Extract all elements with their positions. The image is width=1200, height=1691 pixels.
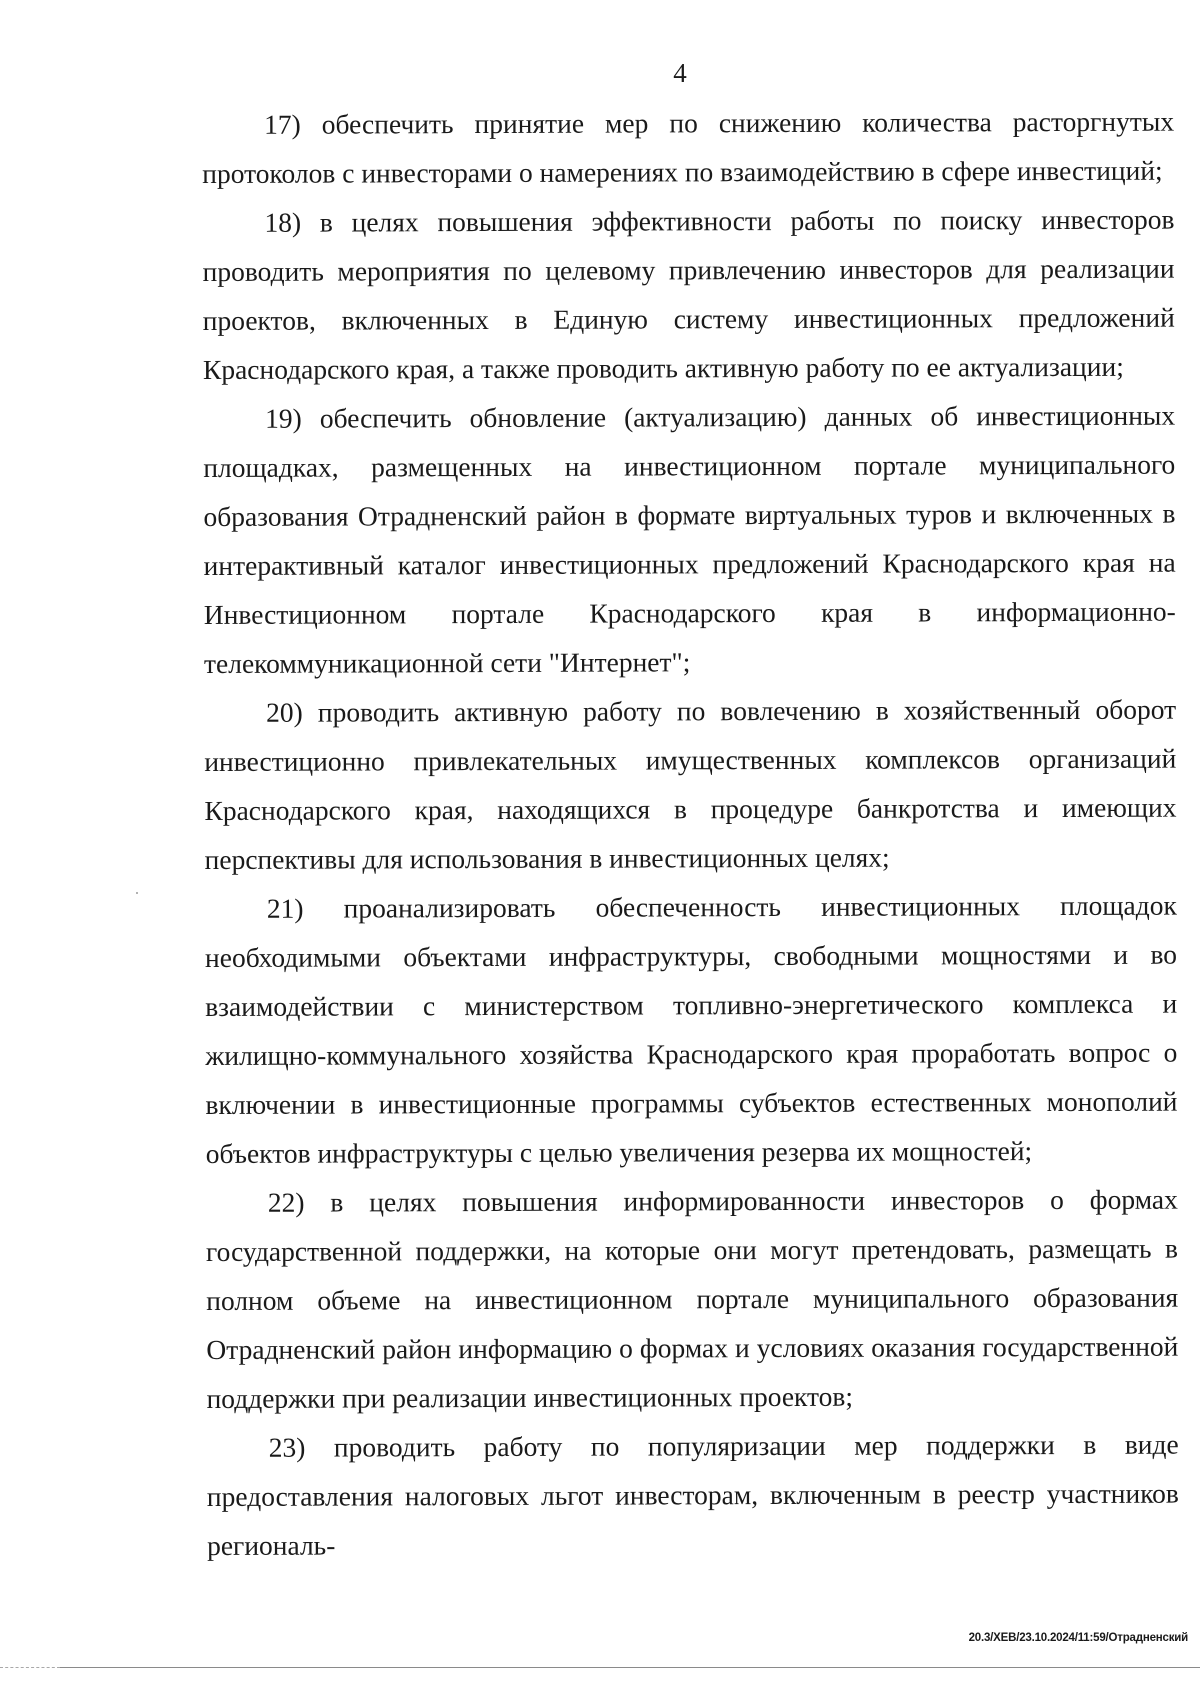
scan-edge-line [60, 1667, 1200, 1668]
document-registration-code: 20.3/ХЕВ/23.10.2024/11:59/Отрадненский [968, 1632, 1188, 1644]
page-number: 4 [673, 58, 687, 88]
paragraph-item-22: 22) в целях повышения информированности инвесторов о формах государственной поддержки, на которые они могут претендовать, размещать в полном объеме на инвестиционном портале муниципального образования Отрадненский район информацию о формах и условиях оказания государственной поддержки при реализации инвестиционных проектов; [205, 1183, 1179, 1414]
scan-speck [136, 892, 138, 894]
paragraph-item-23: 23) проводить работу по популяризации мер поддержки в виде предоставления налоговых льгот инвесторам, включенным в реестр участников региональ- [206, 1428, 1179, 1561]
paragraph-item-20: 20) проводить активную работу по вовлечению в хозяйственный оборот инвестиционно привлекательных имущественных комплексов организаций Краснодарского края, находящихся в процедуре банкротства и имеющих перспективы для использования в инвестиционных целях; [204, 693, 1177, 875]
paragraph-item-21: 21) проанализировать обеспеченность инвестиционных площадок необходимыми объектами инфраструктуры, свободными мощностями и во взаимодействии с министерством топливно-энергетического комплекса и жилищно-коммунального хозяйства Краснодарского края проработать вопрос о включении в инвестиционные программы субъектов естественных монополий объектов инфраструктуры с целью увеличения резерва их мощностей; [204, 889, 1178, 1169]
paragraph-item-18: 18) в целях повышения эффективности работы по поиску инвесторов проводить мероприятия по целевому привлечению инвесторов для реализации проектов, включенных в Единую систему инвестиционных предложений Краснодарского края, а также проводить активную работу по ее актуализации; [202, 203, 1175, 385]
paragraph-item-17: 17) обеспечить принятие мер по снижению количества расторгнутых протоколов с инвесторами о намерениях по взаимодействию в сфере инвестиций; [202, 105, 1175, 189]
paragraph-item-19: 19) обеспечить обновление (актуализацию) данных об инвестиционных площадках, размещенных на инвестиционном портале муниципального образования Отрадненский район в формате виртуальных туров и включенных в интерактивный каталог инвестиционных предложений Краснодарского края на Инвестиционном портале Краснодарского края в информационно-телекоммуникационной сети "Интернет"; [203, 399, 1176, 679]
scan-edge-dashes [0, 1667, 60, 1668]
document-body [202, 97, 1179, 1570]
